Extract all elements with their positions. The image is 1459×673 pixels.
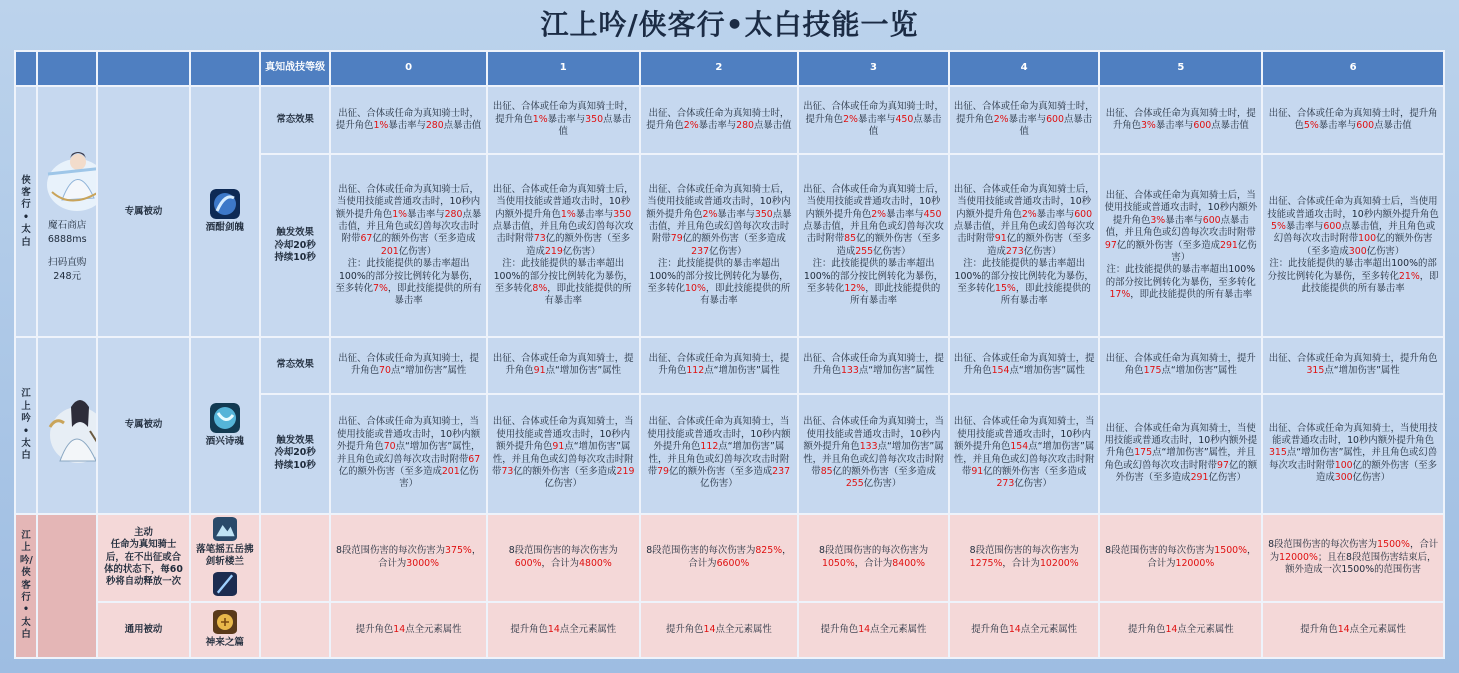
xia-normal-row — [15, 86, 1444, 154]
highlight-value: 1500% — [1377, 539, 1410, 551]
highlight-value: 273 — [1005, 245, 1024, 257]
level-1: 1 — [487, 51, 640, 86]
highlight-value: 280 — [736, 120, 755, 132]
skill-table — [14, 50, 1445, 659]
highlight-value: 2% — [683, 120, 699, 132]
highlight-value: 600 — [1356, 120, 1375, 132]
active-5: 8段范围伤害的每次伤害为1500%，合计为12000% — [1099, 514, 1262, 602]
highlight-value: 5% — [1303, 120, 1319, 132]
both-char-label: 江上吟/侠客行•太白 — [15, 514, 37, 658]
highlight-value: 2% — [993, 113, 1009, 125]
jiang-trigger-2: 出征、合体或任命为真知骑士，当使用技能或普通攻击时，10秒内额外提升角色112点“增加伤害”属性，并且角色或幻兽每次攻击时附带79亿的额外伤害（至多造成237亿伤害） — [640, 394, 799, 514]
jiang-normal-1: 出征、合体或任命为真知骑士，提升角色91点“增加伤害”属性 — [487, 337, 640, 393]
jiang-trigger-4: 出征、合体或任命为真知骑士，当使用技能或普通攻击时，10秒内额外提升角色154点“增加伤害”属性，并且角色或幻兽每次攻击时附带91亿的额外伤害（至多造成273亿伤害） — [949, 394, 1100, 514]
highlight-value: 825% — [755, 545, 783, 557]
jiang-normal-row — [15, 337, 1444, 393]
highlight-value: 600 — [1193, 120, 1212, 132]
highlight-value: 21% — [1398, 270, 1420, 282]
highlight-value: 97 — [1104, 239, 1117, 251]
active-skill-cell — [190, 514, 260, 602]
highlight-value: 85 — [820, 466, 833, 478]
highlight-value: 219 — [544, 245, 563, 257]
highlight-value: 97 — [1217, 459, 1229, 471]
highlight-value: 6600% — [716, 557, 750, 569]
highlight-value: 600 — [1074, 208, 1093, 220]
jiang-normal-0: 出征、合体或任命为真知骑士，提升角色70点“增加伤害”属性 — [330, 337, 487, 393]
highlight-value: 67 — [360, 233, 373, 245]
highlight-value: 14 — [1008, 623, 1021, 635]
header-row — [15, 51, 1444, 86]
highlight-value: 12% — [844, 283, 866, 295]
highlight-value: 315 — [1268, 447, 1287, 459]
level-2: 2 — [640, 51, 799, 86]
highlight-value: 350 — [754, 208, 773, 220]
highlight-value: 237 — [772, 466, 791, 478]
level-header-label: 真知战技等级 — [260, 51, 330, 86]
active-label: 主动 任命为真知骑士后，在不出征或合体的状态下，每60秒将自动释放一次 — [97, 514, 189, 602]
xia-trigger-4: 出征、合体或任命为真知骑士后，当使用技能或普通攻击时，10秒内额外提升角色2%暴击率与600点暴击值，并且角色或幻兽每次攻击时附带91亿的额外伤害（至多造成273亿伤害） 注：此技能提供的暴击率超出100%的部分按比例转化为暴伤，至多转化15%，即此技能提供的所有暴击率 — [949, 154, 1100, 337]
jiang-trigger-label: 触发效果 冷却20秒 持续10秒 — [260, 394, 330, 514]
shop-scan: 扫码直购 — [48, 256, 87, 268]
highlight-value: 12000% — [1175, 557, 1215, 569]
highlight-value: 154 — [991, 365, 1010, 377]
jiang-trigger-6: 出征、合体或任命为真知骑士，当使用技能或普通攻击时，10秒内额外提升角色315点“增加伤害”属性，并且角色或幻兽每次攻击时附带100亿的额外伤害（至多造成300亿伤害） — [1262, 394, 1444, 514]
highlight-value: 8% — [532, 283, 548, 295]
highlight-value: 600% — [514, 557, 542, 569]
highlight-value: 73 — [501, 466, 514, 478]
highlight-value: 201 — [380, 245, 399, 257]
common-skill-cell — [190, 602, 260, 658]
highlight-value: 273 — [996, 478, 1015, 490]
highlight-value: 600 — [1202, 214, 1221, 226]
active-0: 8段范围伤害的每次伤害为375%，合计为3000% — [330, 514, 487, 602]
xia-skill-cell — [190, 86, 260, 337]
sword-soul-icon — [210, 189, 240, 219]
highlight-value: 300 — [1348, 245, 1367, 257]
highlight-value: 79 — [670, 233, 683, 245]
jiang-normal-3: 出征、合体或任命为真知骑士，提升角色133点“增加伤害”属性 — [798, 337, 949, 393]
highlight-value: 300 — [1334, 472, 1353, 484]
mountain-sword-icon — [212, 517, 238, 541]
highlight-value: 14 — [393, 623, 406, 635]
common-2: 提升角色14点全元素属性 — [640, 602, 799, 658]
highlight-value: 10% — [685, 283, 706, 295]
highlight-value: 7% — [373, 283, 388, 295]
highlight-value: 375% — [445, 545, 472, 557]
highlight-value: 3000% — [406, 557, 440, 569]
highlight-value: 91 — [533, 365, 546, 377]
xia-normal-6: 出征、合体或任命为真知骑士时，提升角色5%暴击率与600点暴击值 — [1262, 86, 1444, 154]
highlight-value: 154 — [1010, 441, 1029, 453]
highlight-value: 91 — [971, 466, 984, 478]
highlight-value: 2% — [871, 208, 887, 220]
level-0: 0 — [330, 51, 487, 86]
highlight-value: 3% — [1140, 120, 1156, 132]
highlight-value: 2% — [843, 113, 858, 125]
common-skill-name: 神来之篇 — [205, 637, 245, 649]
jiang-normal-4: 出征、合体或任命为真知骑士，提升角色154点“增加伤害”属性 — [949, 337, 1100, 393]
jiang-trigger-1: 出征、合体或任命为真知骑士，当使用技能或普通攻击时，10秒内额外提升角色91点“增加伤害”属性，并且角色或幻兽每次攻击时附带73亿的额外伤害（至多造成219亿伤害） — [487, 394, 640, 514]
highlight-value: 14 — [547, 623, 560, 635]
highlight-value: 112 — [700, 441, 719, 453]
highlight-value: 67 — [468, 453, 481, 465]
highlight-value: 1275% — [969, 557, 1003, 569]
highlight-value: 1050% — [821, 557, 855, 569]
xia-trigger-5: 出征、合体或任命为真知骑士后，当使用技能或普通攻击时，10秒内额外提升角色3%暴击率与600点暴击值，并且角色或幻兽每次攻击时附带97亿的额外伤害（至多造成291亿伤害） 注：此技能提供的暴击率超出100%的部分按比例转化为暴伤，至多转化17%，即此技能提供的所有暴击率 — [1099, 154, 1262, 337]
common-row — [15, 602, 1444, 658]
common-4: 提升角色14点全元素属性 — [949, 602, 1100, 658]
jiang-trigger-3: 出征、合体或任命为真知骑士，当使用技能或普通攻击时，10秒内额外提升角色133点“增加伤害”属性，并且角色或幻兽每次攻击时附带85亿的额外伤害（至多造成255亿伤害） — [798, 394, 949, 514]
xia-normal-label: 常态效果 — [260, 86, 330, 154]
active-3: 8段范围伤害的每次伤害为1050%，合计为8400% — [798, 514, 949, 602]
highlight-value: 350 — [585, 113, 604, 125]
xia-char-label: 侠客行•太白 — [15, 86, 37, 337]
active-skill-name: 落笔摇五岳拂剑斩楼兰 — [196, 543, 254, 568]
active-row — [15, 514, 1444, 602]
xia-trigger-0: 出征、合体或任命为真知骑士后，当使用技能或普通攻击时，10秒内额外提升角色1%暴击率与280点暴击值，并且角色或幻兽每次攻击时附带67亿的额外伤害（至多造成201亿伤害） 注：此技能提供的暴击率超出100%的部分按比例转化为暴伤，至多转化7%，即此技能提供的所有暴击率 — [330, 154, 487, 337]
highlight-value: 600 — [1046, 113, 1064, 125]
page-title: 江上吟/侠客行•太白技能一览 — [540, 8, 919, 41]
highlight-value: 350 — [613, 208, 632, 220]
highlight-value: 1% — [373, 120, 389, 132]
shop-price-yuan: 248元 — [53, 271, 82, 283]
highlight-value: 280 — [444, 208, 463, 220]
highlight-value: 14 — [1337, 623, 1350, 635]
highlight-value: 100 — [1358, 233, 1377, 245]
highlight-value: 219 — [616, 466, 635, 478]
highlight-value: 10200% — [1039, 557, 1079, 569]
highlight-value: 112 — [686, 365, 705, 377]
jiang-trigger-0: 出征、合体或任命为真知骑士，当使用技能或普通攻击时，10秒内额外提升角色70点“增加伤害”属性，并且角色或幻兽每次攻击时附带67亿的额外伤害（至多造成201亿伤害） — [330, 394, 487, 514]
highlight-value: 291 — [1220, 239, 1238, 251]
highlight-value: 1500% — [1214, 545, 1248, 557]
active-4: 8段范围伤害的每次伤害为1275%，合计为10200% — [949, 514, 1100, 602]
xia-skill-name: 酒酣剑魄 — [205, 222, 245, 234]
common-3: 提升角色14点全元素属性 — [798, 602, 949, 658]
highlight-value: 2% — [1021, 208, 1037, 220]
highlight-value: 255 — [855, 245, 874, 257]
level-4: 4 — [949, 51, 1100, 86]
level-5: 5 — [1099, 51, 1262, 86]
highlight-value: 133 — [840, 365, 859, 377]
jiang-normal-2: 出征、合体或任命为真知骑士，提升角色112点“增加伤害”属性 — [640, 337, 799, 393]
highlight-value: 14 — [703, 623, 716, 635]
highlight-value: 79 — [657, 466, 670, 478]
xia-normal-4: 出征、合体或任命为真知骑士时，提升角色2%暴击率与600点暴击值 — [949, 86, 1100, 154]
jiang-skill-type: 专属被动 — [97, 337, 189, 513]
highlight-value: 280 — [425, 120, 444, 132]
highlight-value: 73 — [533, 233, 546, 245]
jiang-trigger-5: 出征、合体或任命为真知骑士，当使用技能或普通攻击时，10秒内额外提升角色175点“增加伤害”属性，并且角色或幻兽每次攻击时附带97亿的额外伤害（至多造成291亿伤害） — [1099, 394, 1262, 514]
common-5: 提升角色14点全元素属性 — [1099, 602, 1262, 658]
highlight-value: 12000% — [1279, 551, 1318, 563]
highlight-value: 315 — [1306, 365, 1325, 377]
both-blank-cell — [37, 514, 97, 658]
highlight-value: 600 — [1323, 220, 1342, 232]
highlight-value: 14 — [1165, 623, 1178, 635]
common-1: 提升角色14点全元素属性 — [487, 602, 640, 658]
highlight-value: 70 — [379, 365, 391, 377]
xia-normal-5: 出征、合体或任命为真知骑士时，提升角色3%暴击率与600点暴击值 — [1099, 86, 1262, 154]
jiang-skill-name: 酒兴诗魂 — [205, 435, 245, 447]
tower-slash-icon — [212, 572, 238, 596]
xia-trigger-3: 出征、合体或任命为真知骑士后，当使用技能或普通攻击时，10秒内额外提升角色2%暴击率与450点暴击值，并且角色或幻兽每次攻击时附带85亿的额外伤害（至多造成255亿伤害） 注：此技能提供的暴击率超出100%的部分按比例转化为暴伤，至多转化12%，即此技能提供的所有暴击率 — [798, 154, 949, 337]
highlight-value: 133 — [859, 441, 878, 453]
level-6: 6 — [1262, 51, 1444, 86]
jiang-normal-6: 出征、合体或任命为真知骑士，提升角色315点“增加伤害”属性 — [1262, 337, 1444, 393]
highlight-value: 14 — [858, 623, 871, 635]
highlight-value: 4800% — [579, 557, 612, 569]
xia-trigger-1: 出征、合体或任命为真知骑士后，当使用技能或普通攻击时，10秒内额外提升角色1%暴击率与350点暴击值，并且角色或幻兽每次攻击时附带73亿的额外伤害（至多造成219亿伤害） 注：此技能提供的暴击率超出100%的部分按比例转化为暴伤，至多转化8%，即此技能提供的所有暴击率 — [487, 154, 640, 337]
xia-normal-1: 出征、合体或任命为真知骑士时，提升角色1%暴击率与350点暴击值 — [487, 86, 640, 154]
xia-normal-2: 出征、合体或任命为真知骑士时，提升角色2%暴击率与280点暴击值 — [640, 86, 799, 154]
highlight-value: 1% — [532, 113, 548, 125]
highlight-value: 8400% — [892, 557, 926, 569]
common-0: 提升角色14点全元素属性 — [330, 602, 487, 658]
highlight-value: 100 — [1334, 459, 1353, 471]
highlight-value: 85 — [844, 233, 857, 245]
highlight-value: 450 — [923, 208, 942, 220]
highlight-value: 91 — [994, 233, 1007, 245]
active-2: 8段范围伤害的每次伤害为825%，合计为6600% — [640, 514, 799, 602]
xia-trigger-6: 出征、合体或任命为真知骑士后，当使用技能或普通攻击时，10秒内额外提升角色5%暴击率与600点暴击值，并且角色或幻兽每次攻击时附带100亿的额外伤害（至多造成300亿伤害） 注：此技能提供的暴击率超出100%的部分按比例转化为暴伤，至多转化21%，即此技能提供的所有暴击率 — [1262, 154, 1444, 337]
highlight-value: 5% — [1271, 220, 1286, 232]
jiang-portrait-image — [42, 387, 97, 465]
highlight-value: 15% — [994, 283, 1016, 295]
highlight-value: 3% — [1150, 214, 1166, 226]
highlight-value: 1% — [560, 208, 576, 220]
highlight-value: 2% — [702, 208, 718, 220]
jiang-char-label: 江上吟•太白 — [15, 337, 37, 513]
xia-portrait-cell — [37, 86, 97, 337]
common-label: 通用被动 — [97, 602, 189, 658]
shop-store: 魔石商店 — [48, 219, 87, 231]
highlight-value: 91 — [552, 441, 565, 453]
jiang-portrait-cell — [37, 337, 97, 513]
xia-normal-3: 出征、合体或任命为真知骑士时，提升角色2%暴击率与450点暴击值 — [798, 86, 949, 154]
level-3: 3 — [798, 51, 949, 86]
jiang-normal-label: 常态效果 — [260, 337, 330, 393]
highlight-value: 450 — [895, 113, 914, 125]
common-6: 提升角色14点全元素属性 — [1262, 602, 1444, 658]
xia-trigger-2: 出征、合体或任命为真知骑士后，当使用技能或普通攻击时，10秒内额外提升角色2%暴击率与350点暴击值，并且角色或幻兽每次攻击时附带79亿的额外伤害（至多造成237亿伤害） 注：此技能提供的暴击率超出100%的部分按比例转化为暴伤，至多转化10%，即此技能提供的所有暴击率 — [640, 154, 799, 337]
highlight-value: 291 — [1190, 472, 1209, 484]
jiang-skill-cell — [190, 337, 260, 513]
xia-trigger-label: 触发效果 冷却20秒 持续10秒 — [260, 154, 330, 337]
highlight-value: 175 — [1143, 365, 1162, 377]
xia-skill-type: 专属被动 — [97, 86, 189, 337]
jiang-normal-5: 出征、合体或任命为真知骑士，提升角色175点“增加伤害”属性 — [1099, 337, 1262, 393]
highlight-value: 175 — [1134, 447, 1153, 459]
highlight-value: 1% — [392, 208, 408, 220]
divine-chapter-icon — [212, 610, 238, 634]
xia-normal-0: 出征、合体或任命为真知骑士时，提升角色1%暴击率与280点暴击值 — [330, 86, 487, 154]
highlight-value: 17% — [1109, 289, 1131, 301]
highlight-value: 237 — [691, 245, 710, 257]
xia-portrait-image — [42, 140, 97, 218]
poem-soul-icon — [210, 403, 240, 433]
shop-price-ms: 6888ms — [47, 234, 87, 246]
active-1: 8段范围伤害的每次伤害为600%，合计为4800% — [487, 514, 640, 602]
highlight-value: 70 — [383, 441, 396, 453]
active-6: 8段范围伤害的每次伤害为1500%，合计为12000%；且在8段范围伤害结束后，额外造成一次1500%的范围伤害 — [1262, 514, 1444, 602]
highlight-value: 255 — [845, 478, 864, 490]
highlight-value: 201 — [441, 466, 460, 478]
